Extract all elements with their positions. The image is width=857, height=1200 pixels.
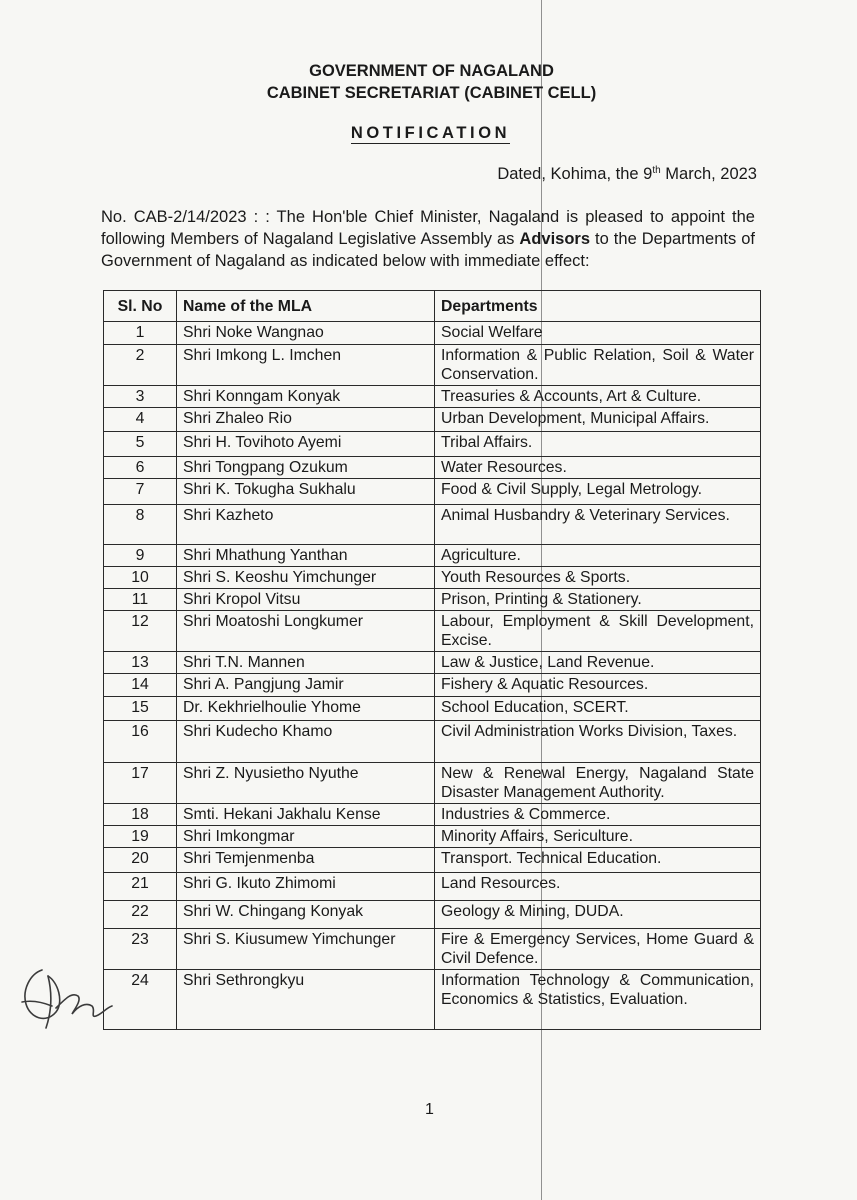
table-body <box>104 322 761 1030</box>
notification-title <box>2 124 857 143</box>
departments-cell: Fire & Emergency Services, Home Guard & Civil Defence. <box>435 929 761 970</box>
row-number: 1 <box>104 322 177 345</box>
mla-name: Dr. Kekhrielhoulie Yhome <box>177 697 435 721</box>
row-number: 23 <box>104 929 177 970</box>
row-number: 8 <box>104 505 177 545</box>
departments-cell: Law & Justice, Land Revenue. <box>435 652 761 674</box>
departments-cell: Treasuries & Accounts, Art & Culture. <box>435 386 761 408</box>
departments-cell: Civil Administration Works Division, Taxes. <box>435 721 761 763</box>
mla-name: Shri Imkongmar <box>177 826 435 848</box>
table-row <box>104 848 761 873</box>
table-row <box>104 674 761 697</box>
page-number: 1 <box>425 1101 434 1118</box>
departments-cell: Labour, Employment & Skill Development, Excise. <box>435 611 761 652</box>
departments-cell: Social Welfare <box>435 322 761 345</box>
row-number: 12 <box>104 611 177 652</box>
mla-name: Shri Kudecho Khamo <box>177 721 435 763</box>
date-line <box>497 165 757 184</box>
table-row <box>104 457 761 479</box>
mla-name: Shri Temjenmenba <box>177 848 435 873</box>
mla-name: Shri W. Chingang Konyak <box>177 901 435 929</box>
mla-name: Shri A. Pangjung Jamir <box>177 674 435 697</box>
row-number: 5 <box>104 432 177 457</box>
row-number: 22 <box>104 901 177 929</box>
table-row <box>104 432 761 457</box>
table-row <box>104 611 761 652</box>
departments-cell: Transport. Technical Education. <box>435 848 761 873</box>
row-number: 2 <box>104 345 177 386</box>
table-row <box>104 589 761 611</box>
departments-cell: Information & Public Relation, Soil & Water Conservation. <box>435 345 761 386</box>
mla-name: Shri Noke Wangnao <box>177 322 435 345</box>
row-number: 16 <box>104 721 177 763</box>
row-number: 3 <box>104 386 177 408</box>
mla-name: Shri H. Tovihoto Ayemi <box>177 432 435 457</box>
departments-cell: Water Resources. <box>435 457 761 479</box>
mla-name: Shri G. Ikuto Zhimomi <box>177 873 435 901</box>
departments-cell: New & Renewal Energy, Nagaland State Disaster Management Authority. <box>435 763 761 804</box>
departments-cell: Information Technology & Communication, Economics & Statistics, Evaluation. <box>435 970 761 1030</box>
row-number: 24 <box>104 970 177 1030</box>
departments-cell: Land Resources. <box>435 873 761 901</box>
row-number: 10 <box>104 567 177 589</box>
government-heading: GOVERNMENT OF NAGALAND <box>309 62 554 80</box>
handwritten-signature <box>12 962 122 1037</box>
row-number: 11 <box>104 589 177 611</box>
body-part2: to the Departments of Government of Nagaland as indicated below with immediate effect: <box>101 230 755 270</box>
table-row <box>104 408 761 432</box>
departments-cell: Fishery & Aquatic Resources. <box>435 674 761 697</box>
table-row <box>104 763 761 804</box>
body-bold-advisors: Advisors <box>519 230 591 248</box>
table-row <box>104 901 761 929</box>
mla-name: Shri Kazheto <box>177 505 435 545</box>
mla-name: Smti. Hekani Jakhalu Kense <box>177 804 435 826</box>
mla-name: Shri S. Keoshu Yimchunger <box>177 567 435 589</box>
table-row <box>104 386 761 408</box>
mla-name: Shri K. Tokugha Sukhalu <box>177 479 435 505</box>
row-number: 20 <box>104 848 177 873</box>
notification-title-text: NOTIFICATION <box>350 124 511 142</box>
table-row <box>104 567 761 589</box>
mla-name: Shri Konngam Konyak <box>177 386 435 408</box>
date-ordinal: th <box>652 165 661 176</box>
table-row <box>104 826 761 848</box>
table-row <box>104 479 761 505</box>
cabinet-secretariat-heading: CABINET SECRETARIAT (CABINET CELL) <box>266 84 597 102</box>
row-number: 14 <box>104 674 177 697</box>
header-departments: Departments <box>435 291 761 322</box>
table-row <box>104 545 761 567</box>
row-number: 9 <box>104 545 177 567</box>
row-number: 7 <box>104 479 177 505</box>
advisors-table <box>103 290 761 1030</box>
header-mla-name: Name of the MLA <box>177 291 435 322</box>
departments-cell: Youth Resources & Sports. <box>435 567 761 589</box>
date-suffix: March, 2023 <box>660 165 757 183</box>
table-row <box>104 697 761 721</box>
table-row <box>104 322 761 345</box>
departments-cell: Food & Civil Supply, Legal Metrology. <box>435 479 761 505</box>
row-number: 4 <box>104 408 177 432</box>
departments-cell: Geology & Mining, DUDA. <box>435 901 761 929</box>
mla-name: Shri Sethrongkyu <box>177 970 435 1030</box>
departments-cell: Animal Husbandry & Veterinary Services. <box>435 505 761 545</box>
table-row <box>104 873 761 901</box>
row-number: 21 <box>104 873 177 901</box>
row-number: 19 <box>104 826 177 848</box>
departments-cell: Agriculture. <box>435 545 761 567</box>
table-header-row <box>104 291 761 322</box>
notification-body <box>101 206 755 272</box>
row-number: 6 <box>104 457 177 479</box>
departments-cell: Industries & Commerce. <box>435 804 761 826</box>
mla-name: Shri Z. Nyusietho Nyuthe <box>177 763 435 804</box>
departments-cell: Tribal Affairs. <box>435 432 761 457</box>
row-number: 17 <box>104 763 177 804</box>
mla-name: Shri Zhaleo Rio <box>177 408 435 432</box>
table-row <box>104 970 761 1030</box>
mla-name: Shri Tongpang Ozukum <box>177 457 435 479</box>
table-row <box>104 652 761 674</box>
departments-cell: Minority Affairs, Sericulture. <box>435 826 761 848</box>
mla-name: Shri Moatoshi Longkumer <box>177 611 435 652</box>
header-sl-no: Sl. No <box>104 291 177 322</box>
departments-cell: Urban Development, Municipal Affairs. <box>435 408 761 432</box>
departments-cell: Prison, Printing & Stationery. <box>435 589 761 611</box>
row-number: 13 <box>104 652 177 674</box>
mla-name: Shri T.N. Mannen <box>177 652 435 674</box>
departments-cell: School Education, SCERT. <box>435 697 761 721</box>
date-prefix: Dated, Kohima, the 9 <box>497 165 653 183</box>
mla-name: Shri Mhathung Yanthan <box>177 545 435 567</box>
table-row <box>104 804 761 826</box>
table-row <box>104 505 761 545</box>
row-number: 18 <box>104 804 177 826</box>
mla-name: Shri S. Kiusumew Yimchunger <box>177 929 435 970</box>
table-row <box>104 721 761 763</box>
table-row <box>104 929 761 970</box>
mla-name: Shri Kropol Vitsu <box>177 589 435 611</box>
table-row <box>104 345 761 386</box>
mla-name: Shri Imkong L. Imchen <box>177 345 435 386</box>
row-number: 15 <box>104 697 177 721</box>
body-part1: No. CAB-2/14/2023 : : The Hon'ble Chief Minister, Nagaland is pleased to appoint the following Members of Nagaland Legislative Assembly as <box>101 208 755 248</box>
